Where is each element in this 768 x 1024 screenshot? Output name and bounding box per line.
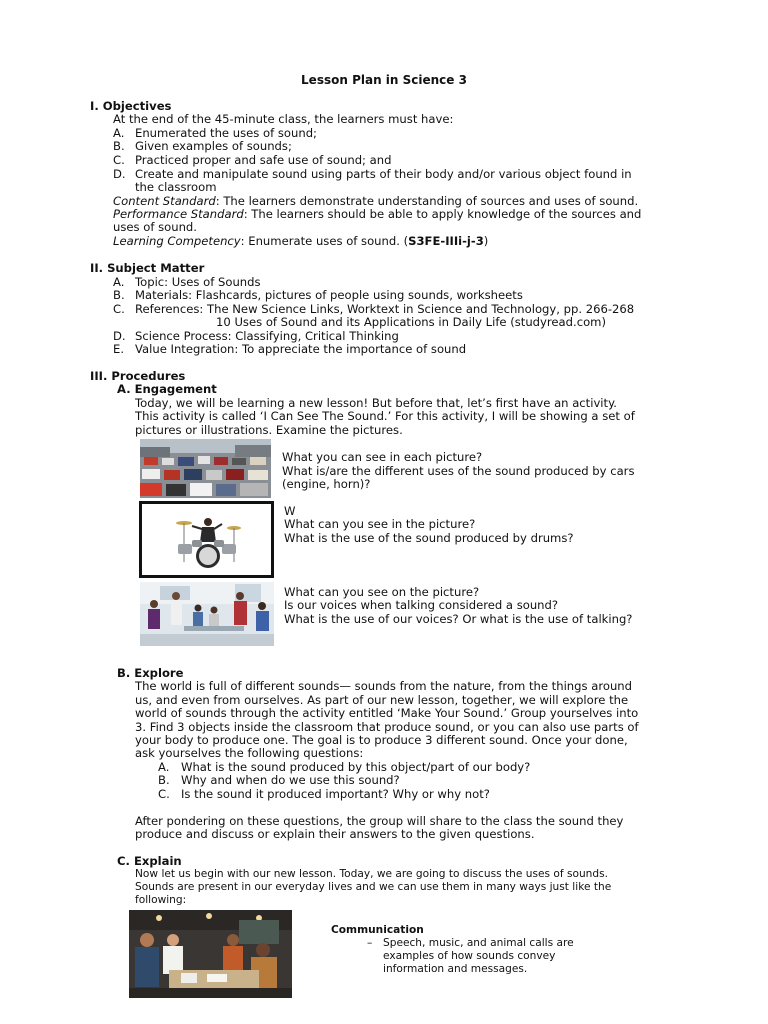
subject-letter: B. xyxy=(113,288,125,302)
explore-after-line: After pondering on these questions, the group will share to the class the sound they xyxy=(135,814,624,828)
subject-item: Value Integration: To appreciate the importance of sound xyxy=(135,342,467,356)
explore-question-letter: A. xyxy=(158,760,170,774)
explain-line: Sounds are present in our everyday lives and we can use them in many ways just like the xyxy=(135,881,612,893)
subject-letter: D. xyxy=(113,329,126,343)
objective-letter: B. xyxy=(113,139,125,153)
drummer-image xyxy=(139,501,274,578)
content-standard-text: : The learners demonstrate understanding of sources and uses of sound. xyxy=(215,194,639,208)
explain-line: following: xyxy=(135,894,187,906)
subject-letter: C. xyxy=(113,302,125,316)
objective-item: Practiced proper and safe use of sound; and xyxy=(135,153,392,167)
subject-letter: E. xyxy=(113,342,125,356)
explore-line: world of sounds through the activity entitled ‘Make Your Sound.’ Group yourselves into xyxy=(135,706,639,720)
pic2-question: What is the use of the sound produced by drums? xyxy=(284,531,574,545)
learning-competency-text: : Enumerate uses of sound. ( xyxy=(240,234,409,248)
communication-dash: – xyxy=(367,937,373,949)
explore-line: The world is full of different sounds— sounds from the nature, from the things around xyxy=(135,679,632,693)
objective-item: Create and manipulate sound using parts of their body and/or various object found in xyxy=(135,167,632,181)
engagement-heading: A. Engagement xyxy=(117,382,217,396)
explore-line: 3. Find 3 objects inside the classroom that produce sound, or you can also use parts of xyxy=(135,720,639,734)
classroom-image xyxy=(140,582,274,646)
objective-item-cont: the classroom xyxy=(135,180,217,194)
competency-close: ) xyxy=(483,234,489,248)
learning-competency-label: Learning Competency xyxy=(113,234,241,248)
explore-heading: B. Explore xyxy=(117,666,184,680)
subject-ref-cont: 10 Uses of Sound and its Applications in Daily Life (studyread.com) xyxy=(216,315,606,329)
performance-standard-label: Performance Standard xyxy=(113,207,244,221)
subject-item: References: The New Science Links, Worktext in Science and Technology, pp. 266-268 xyxy=(135,302,635,316)
objectives-heading: I. Objectives xyxy=(90,99,172,113)
subject-item: Science Process: Classifying, Critical Thinking xyxy=(135,329,399,343)
communication-image xyxy=(129,910,292,998)
communication-heading: Communication xyxy=(331,924,424,936)
subject-letter: A. xyxy=(113,275,125,289)
objective-letter: D. xyxy=(113,167,126,181)
traffic-image xyxy=(140,439,271,498)
explore-question-letter: B. xyxy=(158,773,170,787)
explore-line: your body to produce one. The goal is to produce 3 different sound. Once your done, xyxy=(135,733,628,747)
explore-after-line: produce and discuss or explain their answers to the given questions. xyxy=(135,827,535,841)
objective-item: Given examples of sounds; xyxy=(135,139,292,153)
performance-standard-text: : The learners should be able to apply knowledge of the sources and xyxy=(243,207,642,221)
objective-letter: C. xyxy=(113,153,125,167)
learning-competency xyxy=(113,235,488,249)
pic3-question: What is the use of our voices? Or what is the use of talking? xyxy=(284,612,633,626)
communication-line: Speech, music, and animal calls are xyxy=(383,937,574,949)
explore-line: ask yourselves the following questions: xyxy=(135,746,364,760)
competency-code: S3FE-IIIi-j-3 xyxy=(408,234,484,248)
objective-item: Enumerated the uses of sound; xyxy=(135,126,317,140)
content-standard-label: Content Standard xyxy=(113,194,216,208)
page-title: Lesson Plan in Science 3 xyxy=(301,73,467,87)
explore-question: Is the sound it produced important? Why or why not? xyxy=(181,787,490,801)
pic1-question: What is/are the different uses of the sound produced by cars xyxy=(282,464,635,478)
subject-item: Topic: Uses of Sounds xyxy=(135,275,261,289)
performance-standard-cont: uses of sound. xyxy=(113,220,197,234)
explain-line: Now let us begin with our new lesson. Today, we are going to discuss the uses of sounds. xyxy=(135,868,608,880)
objective-letter: A. xyxy=(113,126,125,140)
communication-line: examples of how sounds convey xyxy=(383,950,556,962)
pic3-question: Is our voices when talking considered a sound? xyxy=(284,598,559,612)
explore-question-letter: C. xyxy=(158,787,170,801)
pic2-question: W xyxy=(284,504,296,518)
procedures-heading: III. Procedures xyxy=(90,369,186,383)
engagement-line: pictures or illustrations. Examine the pictures. xyxy=(135,423,403,437)
subject-matter-heading: II. Subject Matter xyxy=(90,261,205,275)
explore-question: What is the sound produced by this object/part of our body? xyxy=(181,760,531,774)
explain-heading: C. Explain xyxy=(117,854,182,868)
explore-question: Why and when do we use this sound? xyxy=(181,773,400,787)
communication-line: information and messages. xyxy=(383,963,528,975)
pic3-question: What can you see on the picture? xyxy=(284,585,480,599)
explore-line: us, and even from ourselves. As part of our new lesson, together, we will explore the xyxy=(135,693,629,707)
pic1-question: What you can see in each picture? xyxy=(282,450,483,464)
engagement-line: This activity is called ‘I Can See The Sound.’ For this activity, I will be showing a set of xyxy=(135,409,635,423)
objectives-intro: At the end of the 45-minute class, the learners must have: xyxy=(113,112,454,126)
engagement-line: Today, we will be learning a new lesson! But before that, let’s first have an activity. xyxy=(135,396,617,410)
pic1-question: (engine, horn)? xyxy=(282,477,371,491)
subject-item: Materials: Flashcards, pictures of people using sounds, worksheets xyxy=(135,288,523,302)
pic2-question: What can you see in the picture? xyxy=(284,517,476,531)
